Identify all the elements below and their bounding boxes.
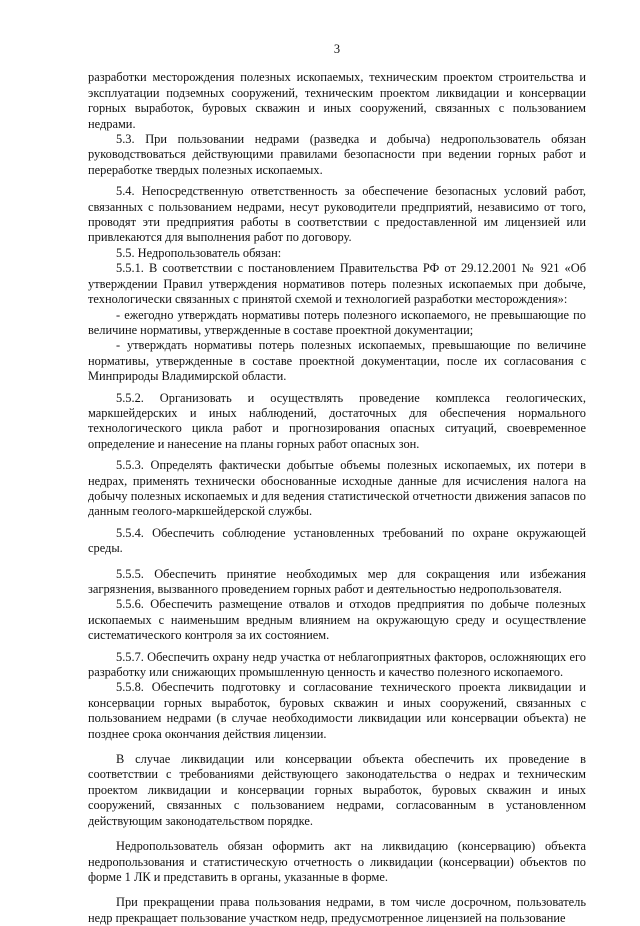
list-item-norms-annual: - ежегодно утверждать нормативы потерь полезного ископаемого, не превышающие по величине нормативы, утвержденные в составе проектной документации; (88, 307, 586, 337)
paragraph-liquidation: В случае ликвидации или консервации объекта обеспечить их проведение в соответствии с требованиями действующего законодательства о недрах и техническим проектом ликвидации и консервации горных выработок, буровых скважин и иных сооружений, связанных с пользованием недрами, согласованным в установленном действующим законодательством порядке. (88, 752, 586, 828)
paragraph-act-registration: Недропользователь обязан оформить акт на ликвидацию (консервацию) объекта недропользования и статистическую отчетность о ликвидации (консервации) объектов по форме 1 ЛК и представить в органы, указанные в форме. (88, 839, 586, 884)
paragraph-5-5-6: 5.5.6. Обеспечить размещение отвалов и отходов предприятия по добыче полезных ископаемых с наименьшим вредным влиянием на окружающую среду и осуществление систематического контроля за их состоянием. (88, 597, 586, 643)
paragraph-5-5: 5.5. Недропользователь обязан: (116, 245, 282, 260)
paragraph-5-5-4: 5.5.4. Обеспечить соблюдение установленных требований по охране окружающей среды. (88, 525, 586, 556)
page-number: 3 (333, 42, 341, 56)
list-item-norms-exceeding: - утверждать нормативы потерь полезных ископаемых, превышающие по величине нормативы, утвержденные в составе проектной документации, после их согласования с Минприроды Владимирской области. (88, 338, 586, 384)
paragraph-5-5-2: 5.5.2. Организовать и осуществлять проведение комплекса геологических, маркшейдерских и иных наблюдений, достаточных для обеспечения нормального технологического цикла работ и прогнозирования опасных ситуаций, своевременное определение и нанесение на планы горных работ опасных зон. (88, 390, 586, 451)
paragraph-5-3: 5.3. При пользовании недрами (разведка и добыча) недропользователь обязан руководствоваться действующими правилами безопасности при ведении горных работ и переработке твердых полезных ископаемых. (88, 132, 586, 177)
paragraph-5-5-8: 5.5.8. Обеспечить подготовку и согласование технического проекта ликвидации и консервации горных выработок, буровых скважин и иных сооружений, связанных с пользованием недрами (в случае необходимости ликвидации или консервации объекта) не позднее срока окончания действия лицензии. (88, 680, 586, 741)
paragraph-5-5-7: 5.5.7. Обеспечить охрану недр участка от неблагоприятных факторов, осложняющих его разработку или снижающих промышленную ценность и качество полезного ископаемого. (88, 649, 586, 680)
paragraph-continuation: разработки месторождения полезных ископаемых, техническим проектом строительства и эксплуатации подземных сооружений, техническим проектом ликвидации и консервации горных выработок, буровых скважин и иных сооружений, связанных с пользованием недрами. (88, 70, 586, 131)
paragraph-5-5-1: 5.5.1. В соответствии с постановлением Правительства РФ от 29.12.2001 № 921 «Об утверждении Правил утверждения нормативов потерь полезных ископаемых при добыче, технологически связанных с принятой схемой и технологией разработки месторождения»: (88, 261, 586, 307)
paragraph-5-4: 5.4. Непосредственную ответственность за обеспечение безопасных условий работ, связанных с пользованием недрами, несут руководители предприятий, независимо от того, проводят эти предприятия работы в соответствии с предоставленной им лицензией или привлекаются для выполнения работ по договору. (88, 184, 586, 245)
paragraph-5-5-3: 5.5.3. Определять фактически добытые объемы полезных ископаемых, их потери в недрах, применять технически обоснованные исходные данные для исчисления налога на добычу полезных ископаемых и для ведения статистической отчетности движения запасов по данным геолого-маркшейдерской службы. (88, 458, 586, 519)
paragraph-5-5-5: 5.5.5. Обеспечить принятие необходимых мер для сокращения или избежания загрязнения, вызванного проведением горных работ и деятельностью недропользователя. (88, 566, 586, 596)
paragraph-termination: При прекращении права пользования недрами, в том числе досрочном, пользователь недр прекращает пользование участком недр, предусмотренное лицензией на пользование (88, 895, 586, 925)
